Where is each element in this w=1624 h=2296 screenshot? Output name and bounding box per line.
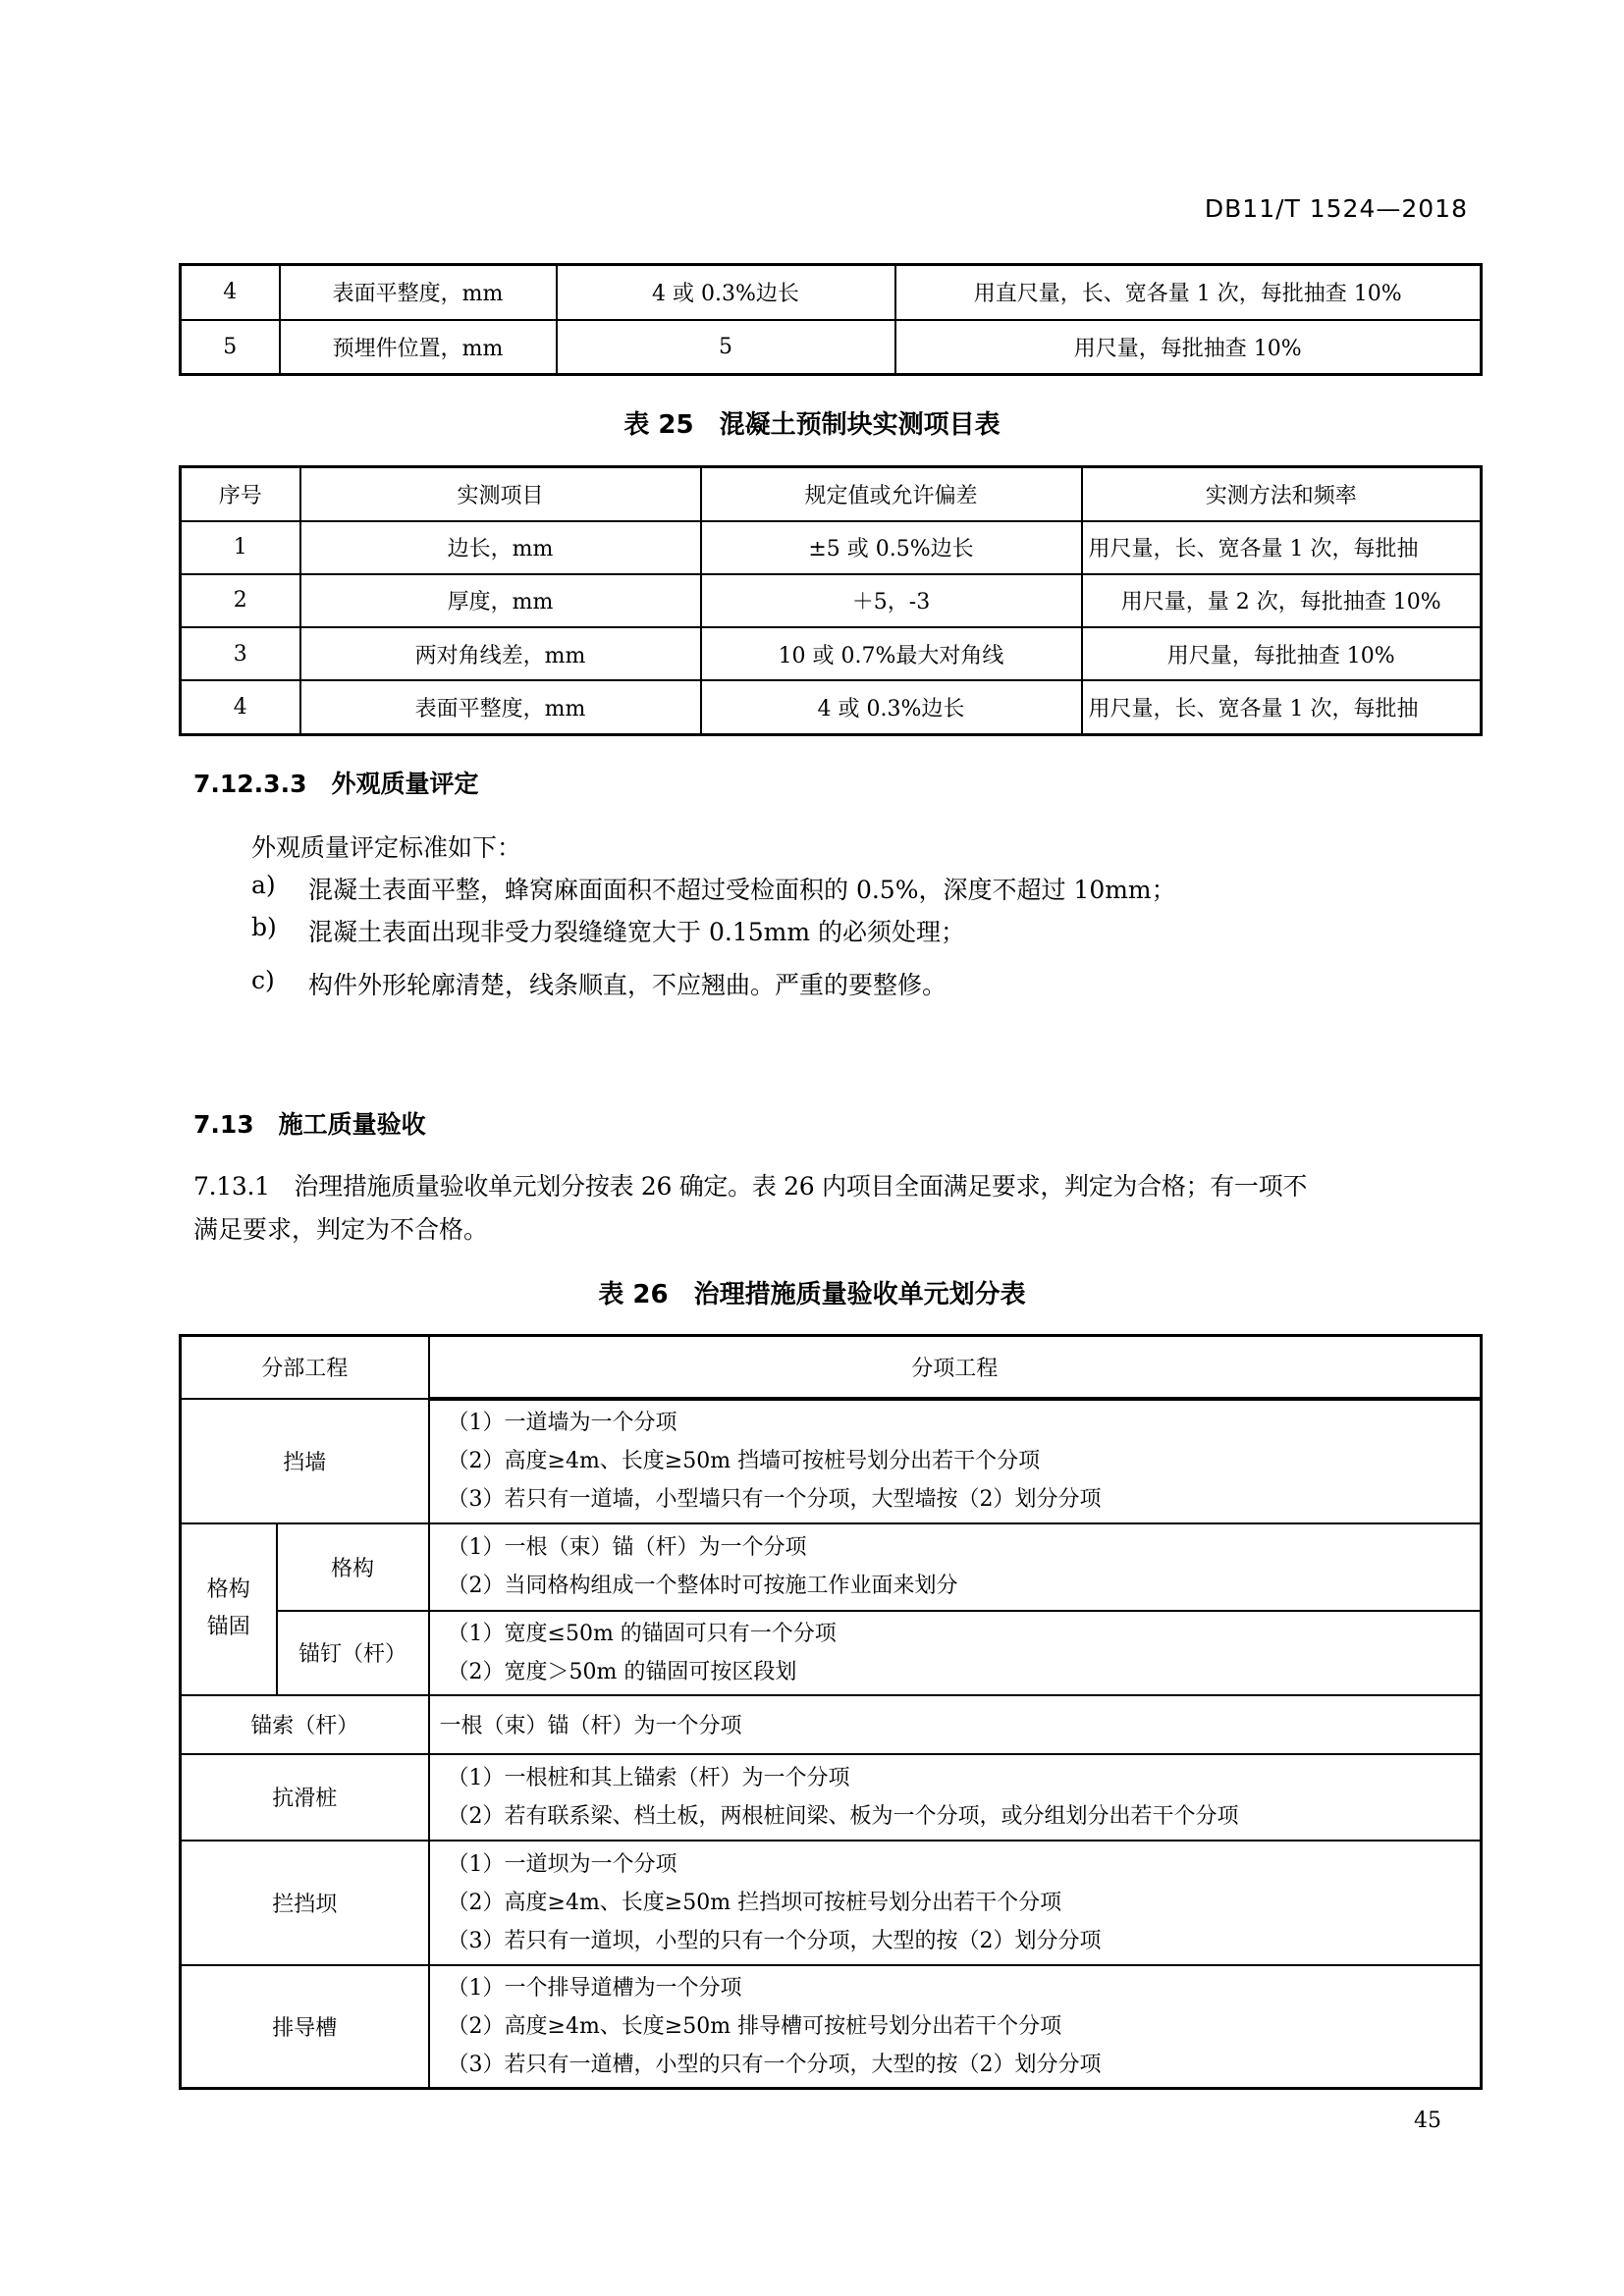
column-header: 实测项目 [300,467,701,521]
section-heading-7-13: 7.13 施工质量验收 [193,1110,426,1139]
cell-line: （1）一根（束）锚（杆）为一个分项 [447,1535,807,1560]
cell-line: （3）若只有一道坝，小型的只有一个分项，大型的按（2）划分分项 [447,1928,1102,1953]
cell-line: （2）高度≥4m、长度≥50m 排导槽可按桩号划分出若干个分项 [447,2013,1062,2039]
cell-line: （2）若有联系梁、档土板，两根桩间梁、板为一个分项，或分组划分出若干个分项 [447,1803,1239,1829]
cell: 一根（束）锚（杆）为一个分项 [429,1695,1482,1754]
cell: 3 [181,627,300,680]
column-header: 序号 [181,467,300,521]
paragraph-line: 满足要求，判定为不合格。 [193,1215,489,1244]
cell [429,1841,1482,1965]
table-row [181,521,1482,574]
paragraph-line: 7.13.1 治理措施质量验收单元划分按表 26 确定。表 26 内项目全面满足要求，判定为合格；有一项不 [193,1172,1308,1201]
cell [429,1611,1482,1695]
column-header: 规定值或允许偏差 [701,467,1082,521]
list-item: 混凝土表面平整，蜂窝麻面面积不超过受检面积的 0.5%，深度不超过 10mm； [308,876,1176,904]
cell [429,1754,1482,1841]
document-header: DB11/T 1524—2018 [1204,194,1468,223]
cell: 4 或 0.3%边长 [557,265,895,320]
page-number: 45 [1414,2109,1441,2133]
table-row [181,574,1482,627]
cell: 用尺量，长、宽各量 1 次，每批抽 [1082,521,1482,574]
list-item: 混凝土表面出现非受力裂缝缝宽大于 0.15mm 的必须处理； [308,918,965,946]
list-item: 构件外形轮廓清楚，线条顺直，不应翘曲。严重的要整修。 [308,971,947,999]
cell: 用尺量，量 2 次，每批抽查 10% [1082,574,1482,627]
cell: ＋5，-3 [701,574,1082,627]
cell: 抗滑桩 [181,1754,429,1841]
table-header-row [181,467,1482,521]
cell: 5 [557,320,895,375]
table-header-row [181,1336,1482,1399]
cell: 拦挡坝 [181,1841,429,1965]
cell: 排导槽 [181,1965,429,2089]
list-label: b) [251,913,277,941]
table-24-continued [179,263,1483,376]
table-row [181,1695,1482,1754]
cell: ±5 或 0.5%边长 [701,521,1082,574]
cell-line: （2）当同格构组成一个整体时可按施工作业面来划分 [447,1574,958,1598]
cell-line: （3）若只有一道槽，小型的只有一个分项，大型的按（2）划分分项 [447,2052,1102,2077]
cell: 格构 锚固 [181,1523,277,1695]
table-26 [179,1334,1483,2090]
cell: 表面平整度，mm [280,265,557,320]
table-25 [179,465,1483,736]
cell-line: （1）一个排导道槽为一个分项 [447,1975,742,2001]
cell: 用尺量，每批抽查 10% [1082,627,1482,680]
table-row [181,627,1482,680]
column-header: 实测方法和频率 [1082,467,1482,521]
cell-line: （3）若只有一道墙，小型墙只有一个分项，大型墙按（2）划分分项 [447,1487,1102,1512]
cell: 4 [181,265,280,320]
table-row [181,320,1482,375]
table-row [181,1965,1482,2089]
table-26-caption: 表 26 治理措施质量验收单元划分表 [598,1280,1026,1309]
cell: 挡墙 [181,1399,429,1523]
cell-line: （1）一道墙为一个分项 [447,1411,677,1435]
column-header: 分部工程 [181,1336,429,1399]
list-label: a) [251,871,276,899]
cell-line: （2）宽度＞50m 的锚固可按区段划 [447,1659,797,1684]
cell-line: （2）高度≥4m、长度≥50m 挡墙可按桩号划分出若干个分项 [447,1449,1041,1473]
cell: 用尺量，长、宽各量 1 次，每批抽 [1082,680,1482,734]
list-label: c) [251,966,275,994]
cell: 表面平整度，mm [300,680,701,734]
cell: 锚钉（杆） [277,1611,429,1695]
cell: 用尺量，每批抽查 10% [895,320,1482,375]
cell: 2 [181,574,300,627]
cell: 边长，mm [300,521,701,574]
cell [429,1399,1482,1523]
cell: 用直尺量，长、宽各量 1 次，每批抽查 10% [895,265,1482,320]
table-row [181,1841,1482,1965]
cell-line: （1）一道坝为一个分项 [447,1851,677,1877]
cell: 厚度，mm [300,574,701,627]
cell: 4 [181,680,300,734]
cell: 两对角线差，mm [300,627,701,680]
table-row [181,1399,1482,1523]
cell: 格构 [277,1523,429,1611]
cell-line: （1）宽度≤50m 的锚固可只有一个分项 [447,1621,837,1646]
cell: 5 [181,320,280,375]
cell [429,1523,1482,1611]
section-heading-7-12-3-3: 7.12.3.3 外观质量评定 [193,770,479,798]
cell: 锚索（杆） [181,1695,429,1754]
paragraph: 外观质量评定标准如下： [251,833,522,862]
table-row [181,680,1482,734]
table-row [181,1523,1482,1611]
cell: 10 或 0.7%最大对角线 [701,627,1082,680]
cell-line: （2）高度≥4m、长度≥50m 拦挡坝可按桩号划分出若干个分项 [447,1890,1062,1915]
cell [429,1965,1482,2089]
table-row [181,1754,1482,1841]
table-25-caption: 表 25 混凝土预制块实测项目表 [623,410,1001,440]
cell-line: （1）一根桩和其上锚索（杆）为一个分项 [447,1765,850,1790]
cell: 4 或 0.3%边长 [701,680,1082,734]
column-header: 分项工程 [429,1336,1482,1399]
cell: 预埋件位置，mm [280,320,557,375]
cell: 1 [181,521,300,574]
table-row [181,265,1482,320]
table-row [181,1611,1482,1695]
